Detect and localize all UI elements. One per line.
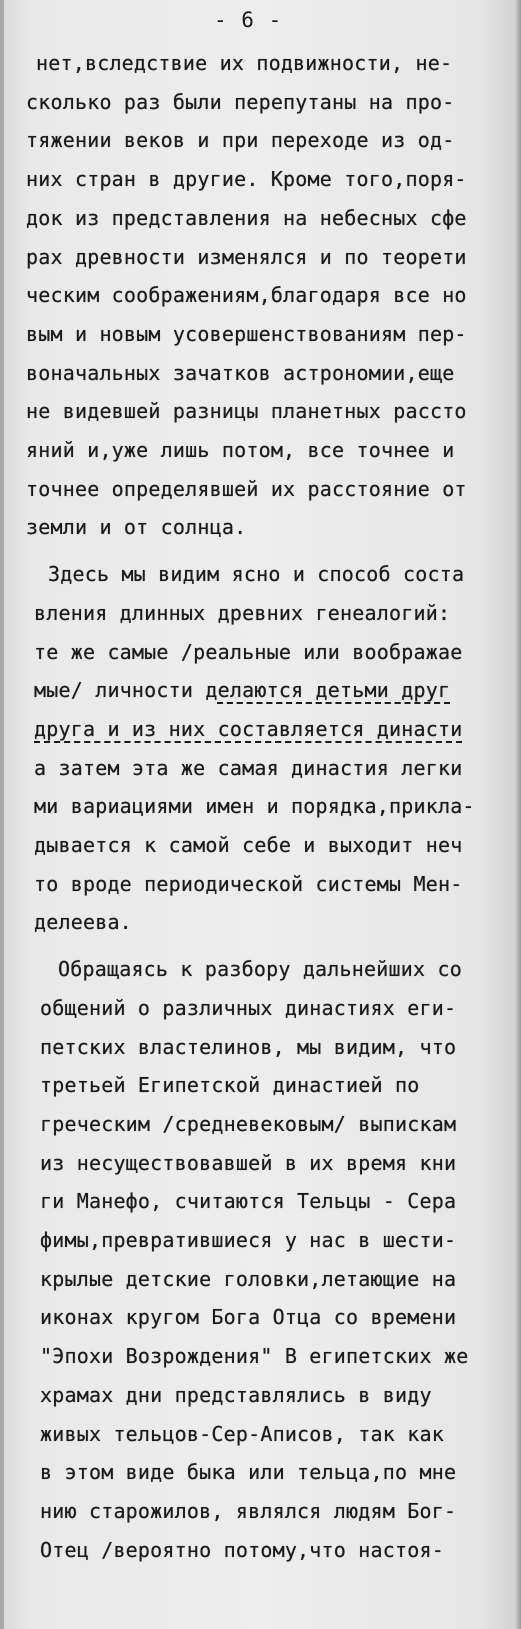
text-line: нет,вследствие их подвижности, не- bbox=[36, 51, 453, 75]
text-line: те же самые /реальные или воображае bbox=[34, 640, 463, 664]
text-line: вым и новым усовершенствованиям пер- bbox=[26, 322, 467, 346]
text-line: рах древности изменялся и по теорети bbox=[26, 245, 467, 269]
text-line: общений о различных династиях еги- bbox=[40, 996, 457, 1020]
text-line: не видевшей разницы планетных рассто bbox=[26, 399, 467, 423]
paper-left-edge bbox=[0, 0, 4, 1629]
text-line: тяжении веков и при переходе из од- bbox=[26, 128, 455, 152]
text-line: яний и,уже лишь потом, все точнее и bbox=[26, 438, 455, 462]
text-line: Обращаясь к разбору дальнейших со bbox=[58, 957, 462, 981]
text-line: нию старожилов, являлся людям Бог- bbox=[40, 1499, 457, 1523]
text-line: петских властелинов, мы видим, что bbox=[40, 1035, 457, 1059]
text-line: третьей Египетской династией по bbox=[40, 1073, 420, 1097]
text-line: сколько раз были перепутаны на про- bbox=[26, 90, 455, 114]
text-line: иконах кругом Бога Отца со времени bbox=[40, 1305, 457, 1329]
text-line: мые/ личности делаются детьми друг bbox=[34, 678, 451, 702]
text-line: греческим /средневековым/ выпискам bbox=[40, 1112, 457, 1136]
text-line: точнее определявшей их расстояние от bbox=[26, 477, 467, 501]
text-line: а затем эта же самая династия легки bbox=[34, 756, 463, 780]
text-line: в этом виде быка или тельца,по мне bbox=[40, 1460, 457, 1484]
paper-right-edge bbox=[515, 0, 521, 1629]
text-line: ги Манефо, считаются Тельцы - Сера bbox=[40, 1189, 457, 1213]
text-line: земли и от солнца. bbox=[26, 515, 247, 539]
text-line: делеева. bbox=[34, 910, 132, 934]
text-line: воначальных зачатков астрономии,еще bbox=[26, 361, 455, 385]
text-line: дывается к самой себе и выходит неч bbox=[34, 833, 463, 857]
text-line: ми вариациями имен и порядка,прикла- bbox=[34, 794, 475, 818]
text-line: них стран в другие. Кроме того,поря- bbox=[26, 167, 467, 191]
text-line: "Эпохи Возрождения" В египетских же bbox=[40, 1344, 469, 1368]
text-line: храмах дни представлялись в виду bbox=[40, 1383, 432, 1407]
text-line: из несуществовавшей в их время кни bbox=[40, 1151, 457, 1175]
text-line: Отец /вероятно потому,что настоя- bbox=[40, 1538, 444, 1562]
page-number: - 6 - bbox=[214, 8, 283, 32]
text-line: ческим соображениям,благодаря все но bbox=[26, 283, 467, 307]
text-line: Здесь мы видим ясно и способ соста bbox=[48, 562, 465, 586]
text-line: живых тельцов-Сер-Аписов, так как bbox=[40, 1422, 444, 1446]
text-line: док из представления на небесных сфе bbox=[26, 206, 467, 230]
text-line: крылые детские головки,летающие на bbox=[40, 1267, 457, 1291]
text-line: то вроде периодической системы Мен- bbox=[34, 872, 463, 896]
text-line: друга и из них составляется династи bbox=[34, 717, 463, 741]
text-line: фимы,превратившиеся у нас в шести- bbox=[40, 1228, 457, 1252]
text-line: вления длинных древних генеалогий: bbox=[34, 601, 451, 625]
